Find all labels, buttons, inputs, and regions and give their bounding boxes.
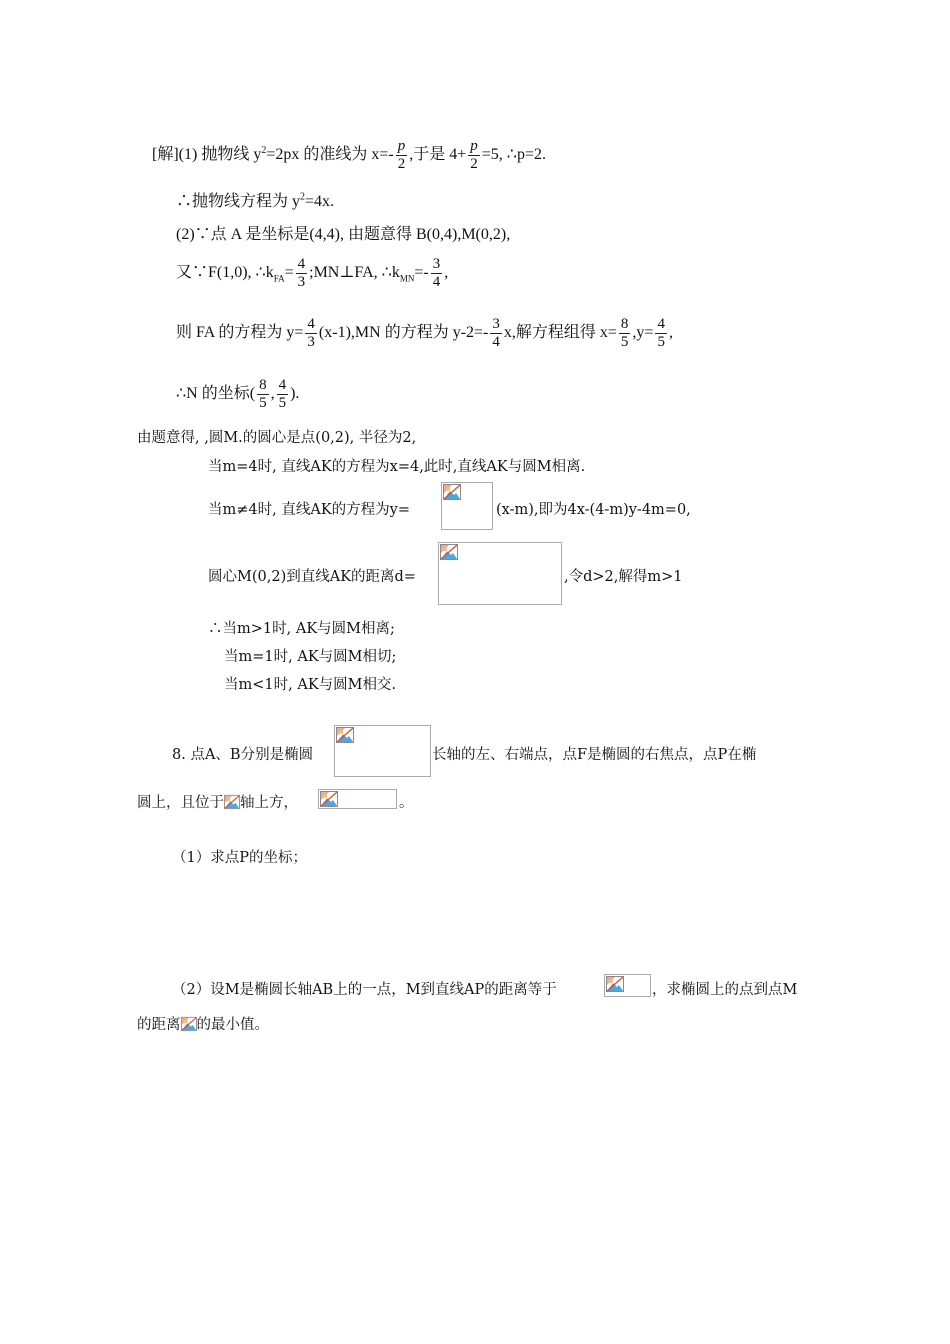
- broken-image-icon: [320, 791, 338, 807]
- solution-line-5: 则 FA 的方程为 y= $\frac{4}{3}$ (x-1),MN 的方程为 y-2=- $\frac{3}{4}$ x,解方程组得 x= $\frac{8}{5}$ ,y= $\frac{4}{5}$ ,: [176, 316, 673, 350]
- distance-suffix: ,令d>2,解得m>1: [564, 569, 683, 585]
- conclusion-2: 当m=1时, AK与圆M相切;: [224, 649, 397, 665]
- problem8-line2: 圆上，且位于 轴上方，: [137, 795, 298, 811]
- condition-image: [318, 789, 397, 809]
- part2-intro: 由题意得, ,圆M.的圆心是点(0,2), 半径为2,: [137, 430, 417, 446]
- conclusion-3: 当m<1时, AK与圆M相交.: [224, 677, 397, 693]
- broken-image-icon: [224, 794, 240, 810]
- slope-formula-image: [441, 482, 493, 530]
- broken-image-icon: [181, 1016, 197, 1032]
- part2-case-2-prefix: 当m≠4时, 直线AK的方程为y=: [208, 502, 410, 518]
- question-1: （1）求点P的坐标；: [172, 850, 307, 866]
- solution-line-6: ∴N 的坐标( $\frac{8}{5}$ , $\frac{4}{5}$ ).: [176, 377, 300, 411]
- question-2-suffix: ，求椭圆上的点到点M: [652, 982, 798, 998]
- solution-line-3: (2)∵点 A 是坐标是(4,4), 由题意得 B(0,4),M(0,2),: [176, 226, 511, 243]
- question-2-line2: 的距离 的最小值。: [137, 1017, 269, 1033]
- broken-image-icon: [606, 976, 624, 992]
- part2-case-1: 当m=4时, 直线AK的方程为x=4,此时,直线AK与圆M相离.: [208, 459, 586, 475]
- problem8-line2-end: 。: [399, 795, 414, 811]
- solution-line-4: 又∵F(1,0), $\therefore k_{FA}=$ $\frac{4}{3}$ ;MN⊥FA, $\therefore k_{MN}=-$ $\frac{3}{4}$ ,: [176, 256, 449, 290]
- question-2-prefix: （2）设M是椭圆长轴AB上的一点，M到直线AP的距离等于: [172, 982, 557, 998]
- distance-formula-image: [438, 542, 562, 605]
- distance-value-image: [604, 974, 651, 997]
- problem8-line1-prefix: 8. 点A、B分别是椭圆: [172, 747, 314, 763]
- ellipse-equation-image: [334, 725, 431, 777]
- part2-case-2-suffix: (x-m),即为4x-(4-m)y-4m=0,: [496, 502, 691, 518]
- broken-image-icon: [440, 544, 458, 560]
- solution-line-2: ∴抛物线方程为 $y^2=4x$.: [176, 191, 335, 210]
- conclusion-1: ∴当m>1时, AK与圆M相离;: [208, 621, 395, 637]
- broken-image-icon: [336, 727, 354, 743]
- broken-image-icon: [443, 484, 461, 500]
- problem8-line1-suffix: 长轴的左、右端点，点F是椭圆的右焦点，点P在椭: [432, 747, 757, 763]
- solution-line-1: [解](1) 抛物线 $y^2=2px$ 的准线为 x=- $\frac{p}{2}$ ,于是 4+ $\frac{p}{2}$ =5, ∴p=2.: [152, 138, 546, 172]
- distance-prefix: 圆心M(0,2)到直线AK的距离d=: [208, 569, 416, 585]
